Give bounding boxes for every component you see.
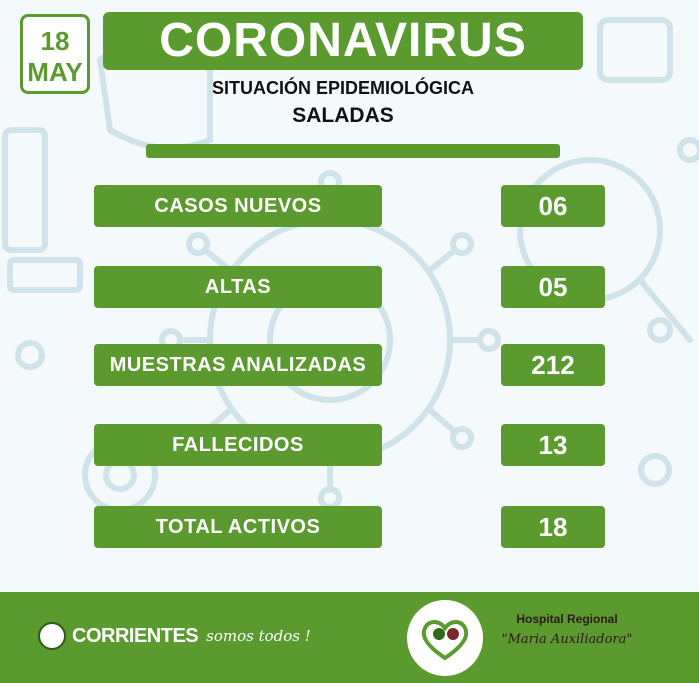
- brand-slogan: somos todos !: [206, 627, 311, 645]
- footer: [0, 592, 699, 683]
- date-day: 18: [40, 26, 70, 56]
- hospital-subname: "Maria Auxiliadora": [501, 632, 633, 647]
- seal-icon: [38, 622, 66, 650]
- stat-value-active: 18: [501, 506, 605, 548]
- date-badge: [20, 14, 90, 94]
- stat-label-samples: MUESTRAS ANALIZADAS: [94, 344, 382, 386]
- date-month: MAY: [27, 57, 83, 87]
- page-title: CORONAVIRUS: [103, 12, 583, 70]
- province-logo: [38, 622, 311, 650]
- stat-label-active: TOTAL ACTIVOS: [94, 506, 382, 548]
- brand-name: CORRIENTES: [72, 624, 199, 647]
- stat-value-new-cases: 06: [501, 185, 605, 227]
- location-name: SALADAS: [292, 104, 394, 127]
- heart-icon: [407, 600, 483, 676]
- stat-label-deaths: FALLECIDOS: [94, 424, 382, 466]
- stat-label-new-cases: CASOS NUEVOS: [94, 185, 382, 227]
- hospital-name: Hospital Regional: [516, 612, 618, 626]
- stat-value-deaths: 13: [501, 424, 605, 466]
- subtitle: SITUACIÓN EPIDEMIOLÓGICA: [211, 78, 474, 98]
- divider: [146, 144, 560, 158]
- stat-label-discharges: ALTAS: [94, 266, 382, 308]
- stat-value-discharges: 05: [501, 266, 605, 308]
- hospital-logo: [407, 600, 483, 676]
- stat-value-samples: 212: [501, 344, 605, 386]
